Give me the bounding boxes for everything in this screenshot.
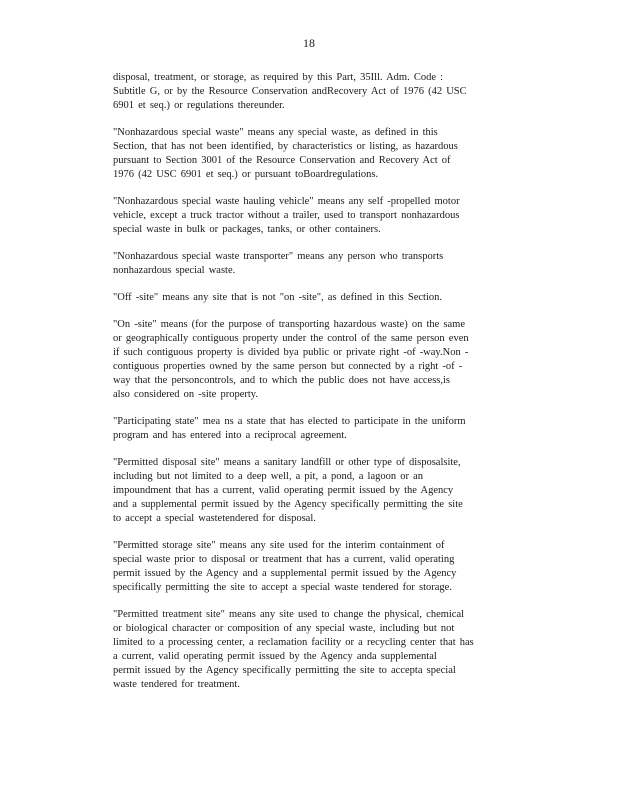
text-line: impoundment that has a current, valid operating permit issued by the Agency [113, 485, 454, 496]
text-line: "Nonhazardous special waste transporter" means any person who transports [113, 251, 444, 262]
text-line: "Permitted treatment site" means any site used to change the physical, chemical [113, 609, 465, 620]
text-line: Section, that has not been identified, by characteristics or listing, as hazardous [113, 141, 458, 152]
text-line: "Permitted storage site" means any site used for the interim containment of [113, 540, 445, 551]
body-text [113, 71, 505, 705]
text-line: nonhazardous special waste. [113, 265, 236, 276]
text-line: and a supplemental permit issued by the Agency specifically permitting the site [113, 499, 463, 510]
text-line: 6901 et seq.) or regulations thereunder. [113, 100, 285, 111]
text-line: vehicle, except a truck tractor without a trailer, used to transport nonhazardous [113, 210, 460, 221]
definition-paragraph [113, 608, 505, 692]
text-line: also considered on -site property. [113, 389, 258, 400]
text-line: "Nonhazardous special waste" means any special waste, as defined in this [113, 127, 438, 138]
text-line: if such contiguous property is divided bya public or private right -of -way.Non - [113, 347, 469, 358]
definition-paragraph [113, 250, 505, 278]
text-line: way that the personcontrols, and to which the public does not have access,is [113, 375, 450, 386]
text-line: or geographically contiguous property under the control of the same person even [113, 333, 469, 344]
text-line: "Off -site" means any site that is not "on -site", as defined in this Section. [113, 292, 442, 303]
text-line: program and has entered into a reciprocal agreement. [113, 430, 347, 441]
text-line: specifically permitting the site to accept a special waste tendered for storage. [113, 582, 452, 593]
text-line: or biological character or composition of any special waste, including but not [113, 623, 455, 634]
text-line: including but not limited to a deep well, a pit, a pond, a lagoon or an [113, 471, 424, 482]
text-line: a current, valid operating permit issued by the Agency anda supplemental [113, 651, 437, 662]
text-line: Subtitle G, or by the Resource Conservation andRecovery Act of 1976 (42 USC [113, 86, 467, 97]
text-line: pursuant to Section 3001 of the Resource Conservation and Recovery Act of [113, 155, 451, 166]
definition-paragraph [113, 415, 505, 443]
text-line: contiguous properties owned by the same person but connected by a right -of - [113, 361, 463, 372]
definition-paragraph [113, 71, 505, 113]
text-line: "Participating state" mea ns a state that has elected to participate in the uniform [113, 416, 466, 427]
text-line: "Permitted disposal site" means a sanitary landfill or other type of disposalsite, [113, 457, 461, 468]
text-line: "On -site" means (for the purpose of transporting hazardous waste) on the same [113, 319, 465, 330]
text-line: permit issued by the Agency specifically permitting the site to accepta special [113, 665, 456, 676]
text-line: "Nonhazardous special waste hauling vehicle" means any self -propelled motor [113, 196, 460, 207]
definition-paragraph [113, 126, 505, 182]
text-line: disposal, treatment, or storage, as required by this Part, 35Ill. Adm. Code : [113, 72, 444, 83]
text-line: limited to a processing center, a reclamation facility or a recycling center that has [113, 637, 474, 648]
definition-paragraph [113, 318, 505, 402]
text-line: permit issued by the Agency and a supplemental permit issued by the Agency [113, 568, 457, 579]
definition-paragraph [113, 539, 505, 595]
text-line: to accept a special wastetendered for disposal. [113, 513, 316, 524]
text-line: special waste in bulk or packages, tanks, or other containers. [113, 224, 381, 235]
definition-paragraph [113, 456, 505, 526]
page-number: 18 [303, 36, 315, 50]
text-line: special waste prior to disposal or treatment that has a current, valid operating [113, 554, 455, 565]
definition-paragraph [113, 291, 505, 305]
definition-paragraph [113, 195, 505, 237]
text-line: 1976 (42 USC 6901 et seq.) or pursuant toBoardregulations. [113, 169, 379, 180]
text-line: waste tendered for treatment. [113, 679, 240, 690]
